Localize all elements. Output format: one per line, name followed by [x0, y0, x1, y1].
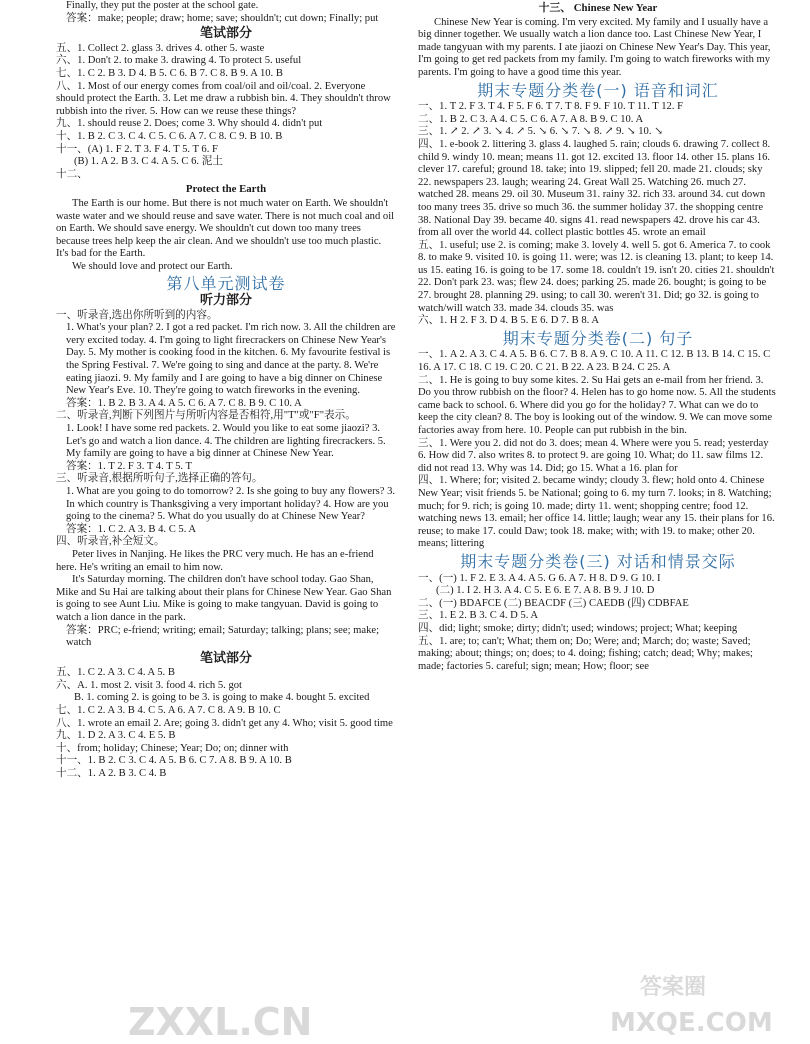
answer-line: 一、听录音,选出你所听到的内容。 — [56, 309, 218, 321]
watermark-right-cn: 答案圈 — [640, 975, 707, 1000]
answer-line: 三、1. Were you 2. did not do 3. does; mean 4. Where were you 5. read; yesterday 6. How did 7. also writes 8. to protect 9. are going 10. What; do 11. saw films 12. did not read 13. Why was 14. Did; go 15. What a 16. plan for — [418, 437, 769, 474]
section-heading: 听力部分 — [199, 293, 252, 309]
answer-line: (B) 1. A 2. B 3. C 4. A 5. C 6. 泥土 — [74, 156, 223, 168]
answer-line: 六、A. 1. most 2. visit 3. food 4. rich 5. got — [56, 679, 242, 691]
answer-line: 十一、(A) 1. F 2. T 3. F 4. T 5. T 6. F — [56, 143, 218, 155]
right-column — [418, 0, 778, 1042]
answer-line: 七、1. C 2. A 3. B 4. C 5. A 6. A 7. C 8. A 9. B 10. C — [56, 705, 281, 717]
answer-line: 九、1. D 2. A 3. C 4. E 5. B — [56, 730, 176, 742]
unit-title: 期末专题分类卷(一) 语音和词汇 — [477, 80, 719, 100]
section-heading: 笔试部分 — [199, 650, 252, 666]
answer-line: 二、听录音,判断下列图片与所听内容是否相符,用"T"或"F"表示。 — [56, 410, 356, 422]
answer-line: 一、1. A 2. A 3. C 4. A 5. B 6. C 7. B 8. A 9. C 10. A 11. C 12. B 13. B 14. C 15. C 16. A 17. C 18. C 19. C 20. C 21. B 22. A 23. B 24. C 25. A — [418, 349, 771, 374]
answer-line: Peter lives in Nanjing. He likes the PRC very much. He has an e-friend here. He's writing an email to him now. — [56, 548, 374, 573]
answer-line: Chinese New Year is coming. I'm very excited. My family and I usually have a big dinner together. We usually watch a lion dance too. Last Chinese New Year, I made tangyuan with my parents. I ate jiaozi on Chinese New Year's Day. This year, I'm going to get red packets from my family. I'm going to watch fireworks with my parents. I'm going to have a good time this year. — [418, 16, 771, 78]
answer-line: The Earth is our home. But there is not much water on Earth. We shouldn't waste water and we should reuse and save water. There is not much coal and oil on Earth. We should save energy. We shouldn't cut down too many trees because trees help keep the air clean. And we shouldn't use too much plastic. It's bad for the Earth. — [56, 197, 395, 260]
watermark-left: ZXXL.CN — [128, 1000, 313, 1044]
answer-line: 五、1. are; to; can't; What; them on; Do; Were; and; March; do; waste; Saved; making; about; things; on; does; to 4. doing; fishing; catch; dead; Why; makes; made; factories 5. careful; sign; mean; How; floor; see — [418, 635, 753, 672]
answer-line: 十、1. B 2. C 3. C 4. C 5. C 6. A 7. C 8. C 9. B 10. B — [56, 130, 283, 142]
answer-line: 四、did; light; smoke; dirty; didn't; used; windows; project; What; keeping — [418, 622, 738, 634]
answer-line: 1. Look! I have some red packets. 2. Would you like to eat some jiaozi? 3. Let's go and watch a lion dance. 4. The children are lighting firecrackers. 5. My family are going to have a big dinner at Chinese New Year. — [66, 423, 386, 460]
answer-line: 一、(一) 1. F 2. E 3. A 4. A 5. G 6. A 7. H 8. D 9. G 10. I — [418, 572, 661, 584]
answer-line: 六、1. Don't 2. to make 3. drawing 4. To protect 5. useful — [56, 55, 302, 67]
answer-line: 十二、 — [56, 168, 88, 180]
answer-line: 答案：1. T 2. F 3. T 4. T 5. T — [66, 460, 192, 472]
answer-line: 三、1. ↗ 2. ↗ 3. ↘ 4. ↗ 5. ↘ 6. ↘ 7. ↘ 8. ↗ 9. ↘ 10. ↘ — [418, 126, 664, 138]
answer-line: 五、1. Collect 2. glass 3. drives 4. other 5. waste — [56, 42, 265, 54]
answer-line: 四、1. e-book 2. littering 3. glass 4. laughed 5. rain; clouds 6. drawing 7. collect 8. child 9. windy 10. mean; means 11. got 12. excited 13. floor 14. other 15. plans 16. clever 17. careful; ground 18. take; into 19. slipped; fell 20. made 21. clouds; sky 22. newspapers 23. laugh; wearing 24. Great Wall 25. Watching 26. much 27. watched 28. means 29. oil 30. Museum 31. rainy 32. rich 33. around 34. cut down too many trees 35. drive so much 36. the summer holiday 37. the shopping centre 38. National Day 39. became 40. signs 41. read newspapers 42. drove his car 43. from all over the world 44. collect plastic bottles 45. wrote an email — [418, 138, 771, 239]
answer-line: 九、1. should reuse 2. Does; come 3. Why should 4. didn't put — [56, 118, 323, 130]
answer-line: 五、1. C 2. A 3. C 4. A 5. B — [56, 667, 175, 679]
answer-line: 二、1. B 2. C 3. A 4. C 5. C 6. A 7. A 8. B 9. C 10. A — [418, 113, 644, 125]
left-column — [56, 0, 396, 1042]
unit-title: 期末专题分类卷(二) 句子 — [502, 328, 694, 348]
answer-line: 八、1. Most of our energy comes from coal/oil and oil/coal. 2. Everyone should protect the Earth. 3. Let me draw a rubbish bin. 4. They shouldn't throw rubbish into the river. 5. How can we reuse these things? — [56, 80, 391, 117]
answer-line: 答案：1. C 2. A 3. B 4. C 5. A — [66, 523, 197, 535]
answer-line: 七、1. C 2. B 3. D 4. B 5. C 6. B 7. C 8. B 9. A 10. B — [56, 67, 283, 79]
answer-line: 答案：make; people; draw; home; save; shouldn't; cut down; Finally; put — [66, 12, 379, 24]
answer-line: 十二、1. A 2. B 3. C 4. B — [56, 768, 167, 780]
answer-line: 四、听录音,补全短文。 — [56, 536, 165, 548]
section-heading: 笔试部分 — [199, 26, 252, 42]
answer-line: (二) 1. I 2. H 3. A 4. C 5. E 6. E 7. A 8. B 9. J 10. D — [436, 585, 655, 597]
unit-title: 第八单元测试卷 — [166, 274, 286, 294]
answer-line: 六、1. H 2. F 3. D 4. B 5. E 6. D 7. B 8. A — [418, 315, 599, 327]
answer-line: 五、1. useful; use 2. is coming; make 3. lovely 4. well 5. got 6. America 7. to cook 8. to make 9. visited 10. is going 11. were; was 12. is cleaning 13. plant; to keep 14. us 15. eating 16. is going to be 17. some 18. couldn't 19. isn't 20. cities 21. shouldn't 22. Don't park 23. was; flew 24. does; parking 25. made 26. bought; is going to be 27. brought 28. planning 29. using; to call 30. weren't 31. Did; go 32. is going to watch/will watch 33. made 34. clouds 35. was — [418, 239, 775, 314]
answer-line: It's Saturday morning. The children don't have school today. Gao Shan, Mike and Su Hai are talking about their plans for Chinese New Year. Gao Shan is going to see Aunt Liu. Mike is going to make tangyuan. David is going to watch a lion dance in the park. — [56, 574, 392, 623]
unit-title: 期末专题分类卷(三) 对话和情景交际 — [460, 551, 736, 571]
answer-line: 四、1. Where; for; visited 2. became windy; cloudy 3. flew; hold onto 4. Chinese New Year; visit friends 5. be National; going to 6. my turn 7. looks; in 8. Watching; much; for 9. rich; is going 10. made; dirty 11. went; shopping centre; food 12. watching news 13. email; her office 14. little; laugh; wear any 15. their plans for 16. reuse; to make 17. could Daw; took 18. make; with; with 19. to make; other 20. means; littering — [418, 475, 775, 550]
answer-line: 三、听录音,根据所听句子,选择正确的答句。 — [56, 473, 263, 485]
answer-line: B. 1. coming 2. is going to be 3. is going to make 4. bought 5. excited — [74, 692, 370, 704]
answer-line: 八、1. wrote an email 2. Are; going 3. didn't get any 4. Who; visit 5. good time — [56, 717, 393, 729]
answer-line: 答案：1. B 2. B 3. A 4. A 5. C 6. A 7. C 8. B 9. C 10. A — [66, 397, 302, 409]
answer-line: We should love and protect our Earth. — [72, 260, 233, 272]
watermark-right: MXQE.COM — [610, 1008, 773, 1038]
answer-line: 1. What are you going to do tomorrow? 2. Is she going to buy any flowers? 3. In which country is Thanksgiving a very important holiday? 4. How are you going to the cinema? 5. What do you usually do at Chinese New Year? — [66, 485, 396, 523]
answer-line: Finally, they put the poster at the school gate. — [66, 0, 259, 11]
answer-line: 三、1. E 2. B 3. C 4. D 5. A — [418, 610, 539, 622]
answer-line: 十一、1. B 2. C 3. C 4. A 5. B 6. C 7. A 8. B 9. A 10. B — [56, 755, 292, 767]
subtitle: 十三、 Chinese New Year — [538, 2, 658, 14]
answer-line: 十、from; holiday; Chinese; Year; Do; on; dinner with — [56, 742, 289, 754]
answer-line: 答案：PRC; e-friend; writing; email; Saturday; talking; plans; see; make; watch — [66, 624, 380, 649]
answer-line: 二、(一) BDAFCE (二) BEACDF (三) CAEDB (四) CDBFAE — [418, 597, 689, 609]
subtitle: Protect the Earth — [185, 183, 267, 196]
answer-line: 二、1. He is going to buy some kites. 2. Su Hai gets an e-mail from her friend. 3. Do you throw rubbish on the floor? 4. Helen has to go home now. 5. All the students came back to school. 6. Where did you go for the holiday? 7. What can we do to keep the city clean? 8. The boy is looking out of the window. 9. We can move some factories away from here. 10. People can put rubbish in the bin. — [418, 374, 776, 436]
answer-line: 一、1. T 2. F 3. T 4. F 5. F 6. T 7. T 8. F 9. F 10. T 11. T 12. F — [418, 101, 684, 113]
answer-line: 1. What's your plan? 2. I got a red packet. I'm rich now. 3. All the children are very excited today. 4. I'm going to light firecrackers on Chinese New Year's Day. 5. My mother is cooking food in the kitchen. 6. My favourite festival is the Spring Festival. 7. We're going to sing and dance at the party. 8. We're eating jiaozi. 9. My family and I are going to have a big dinner on Chinese New Year's Eve. 10. They're going to watch fireworks in the evening. — [66, 322, 396, 397]
